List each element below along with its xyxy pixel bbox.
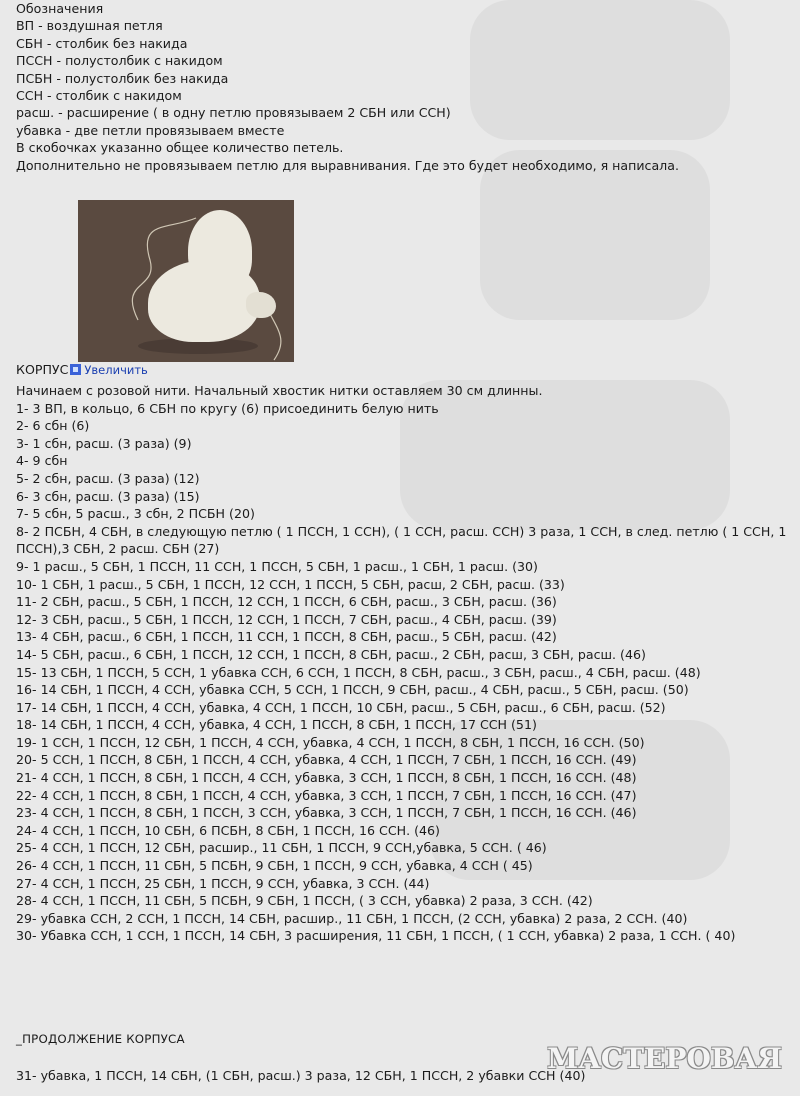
pattern-row: 20- 5 ССН, 1 ПССН, 8 СБН, 1 ПССН, 4 ССН, убавка, 4 ССН, 1 ПССН, 7 СБН, 1 ПССН, 16 ССН. (49) [16, 752, 637, 768]
pattern-row: 27- 4 ССН, 1 ПССН, 25 СБН, 1 ПССН, 9 ССН, убавка, 3 ССН. (44) [16, 875, 430, 891]
document-page [16, 0, 792, 174]
legend-line: ВП - воздушная петля [16, 18, 163, 34]
legend-line: ПССН - полустолбик с накидом [16, 53, 223, 69]
zoom-icon [70, 364, 81, 375]
legend-line: расш. - расширение ( в одну петлю провязываем 2 СБН или ССН) [16, 105, 451, 121]
legend-line: СБН - столбик без накида [16, 35, 188, 51]
pattern-row: 16- 14 СБН, 1 ПССН, 4 ССН, убавка ССН, 5 ССН, 1 ПССН, 9 СБН, расш., 4 СБН, расш., 5 СБН, расш. (50) [16, 682, 689, 698]
pattern-row: 1- 3 ВП, в кольцо, 6 СБН по кругу (6) присоединить белую нить [16, 400, 439, 416]
pattern-row: 11- 2 СБН, расш., 5 СБН, 1 ПССН, 12 ССН, 1 ПССН, 6 СБН, расш., 3 СБН, расш. (36) [16, 594, 557, 610]
toy-tail [246, 292, 276, 318]
figure-caption [16, 362, 148, 377]
legend-line: Дополнительно не провязываем петлю для выравнивания. Где это будет необходимо, я написала. [16, 157, 679, 173]
pattern-row: 26- 4 ССН, 1 ПССН, 11 СБН, 5 ПСБН, 9 СБН, 1 ПССН, 9 ССН, убавка, 4 ССН ( 45) [16, 858, 533, 874]
pattern-row: 25- 4 ССН, 1 ПССН, 12 СБН, расшир., 11 СБН, 1 ПССН, 9 ССН,убавка, 5 ССН. ( 46) [16, 840, 547, 856]
pattern-row: 17- 14 СБН, 1 ПССН, 4 ССН, убавка, 4 ССН, 1 ПССН, 10 СБН, расш., 5 СБН, расш., 6 СБН, расш. (52) [16, 699, 666, 715]
legend-title: Обозначения [16, 1, 104, 16]
pattern-intro: Начинаем с розовой нити. Начальный хвостик нитки оставляем 30 см длинны. [16, 383, 543, 398]
pattern-row: 3- 1 сбн, расш. (3 раза) (9) [16, 435, 192, 451]
pattern-row: 29- убавка ССН, 2 ССН, 1 ПССН, 14 СБН, расшир., 11 СБН, 1 ПССН, (2 ССН, убавка) 2 раза, 2 ССН. (40) [16, 910, 688, 926]
pattern-row: 28- 4 ССН, 1 ПССН, 11 СБН, 5 ПСБН, 9 СБН, 1 ПССН, ( 3 ССН, убавка) 2 раза, 3 ССН. (42) [16, 893, 593, 909]
pattern-row: 8- 2 ПСБН, 4 СБН, в следующую петлю ( 1 ПССН, 1 ССН), ( 1 ССН, расш. ССН) 3 раза, 1 ССН, в след. петлю ( 1 ССН, 1 ПССН),3 СБН, 2 расш. СБН (27) [16, 523, 787, 557]
zoom-link[interactable] [70, 363, 147, 377]
pattern-row: 9- 1 расш., 5 СБН, 1 ПССН, 11 ССН, 1 ПССН, 5 СБН, 1 расш., 1 СБН, 1 расш. (30) [16, 558, 538, 574]
pattern-row: 14- 5 СБН, расш., 6 СБН, 1 ПССН, 12 ССН, 1 ПССН, 8 СБН, расш., 2 СБН, расш, 3 СБН, расш. (46) [16, 646, 646, 662]
pattern-row: 6- 3 сбн, расш. (3 раза) (15) [16, 488, 200, 504]
pattern-row: 19- 1 ССН, 1 ПССН, 12 СБН, 1 ПССН, 4 ССН, убавка, 4 ССН, 1 ПССН, 8 СБН, 1 ПССН, 16 ССН. (50) [16, 734, 645, 750]
pattern-instructions [16, 382, 792, 945]
pattern-row: 22- 4 ССН, 1 ПССН, 8 СБН, 1 ПССН, 4 ССН, убавка, 3 ССН, 1 ПССН, 7 СБН, 1 ПССН, 16 ССН. (47) [16, 787, 637, 803]
legend-line: В скобочках указанно общее количество петель. [16, 140, 344, 156]
pattern-row: 18- 14 СБН, 1 ПССН, 4 ССН, убавка, 4 ССН, 1 ПССН, 8 СБН, 1 ПССН, 17 ССН (51) [16, 717, 537, 733]
legend [16, 0, 792, 174]
pattern-row: 13- 4 СБН, расш., 6 СБН, 1 ПССН, 11 ССН, 1 ПССН, 8 СБН, расш., 5 СБН, расш. (42) [16, 629, 557, 645]
pattern-row: 12- 3 СБН, расш., 5 СБН, 1 ПССН, 12 ССН, 1 ПССН, 7 СБН, расш., 4 СБН, расш. (39) [16, 611, 557, 627]
background-ghost [480, 150, 710, 320]
pattern-row: 10- 1 СБН, 1 расш., 5 СБН, 1 ПССН, 12 ССН, 1 ПССН, 5 СБН, расш, 2 СБН, расш. (33) [16, 576, 565, 592]
pattern-row: 5- 2 сбн, расш. (3 раза) (12) [16, 470, 200, 486]
pattern-row-last: 31- убавка, 1 ПССН, 14 СБН, (1 СБН, расш.) 3 раза, 12 СБН, 1 ПССН, 2 убавки ССН (40) [16, 1068, 586, 1083]
pattern-row: 2- 6 сбн (6) [16, 418, 90, 434]
pattern-row: 7- 5 сбн, 5 расш., 3 сбн, 2 ПСБН (20) [16, 506, 255, 522]
continuation-label: _ПРОДОЛЖЕНИЕ КОРПУСА [16, 1032, 185, 1046]
toy-photo[interactable] [78, 200, 294, 362]
pattern-row: 30- Убавка ССН, 1 ССН, 1 ПССН, 14 СБН, 3 расширения, 11 СБН, 1 ПССН, ( 1 ССН, убавка) 2 раза, 1 ССН. ( 40) [16, 928, 736, 944]
zoom-link-label: Увеличить [84, 362, 148, 377]
caption-label: КОРПУС [16, 362, 69, 377]
pattern-row: 23- 4 ССН, 1 ПССН, 8 СБН, 1 ПССН, 3 ССН, убавка, 3 ССН, 1 ПССН, 7 СБН, 1 ПССН, 16 ССН. (46) [16, 805, 637, 821]
legend-line: убавка - две петли провязываем вместе [16, 122, 285, 138]
legend-line: ПСБН - полустолбик без накида [16, 70, 229, 86]
toy-head [188, 210, 252, 292]
legend-line: ССН - столбик с накидом [16, 88, 182, 104]
watermark: МАСТЕРОВАЯ [547, 1042, 782, 1075]
pattern-row: 15- 13 СБН, 1 ПССН, 5 ССН, 1 убавка ССН, 6 ССН, 1 ПССН, 8 СБН, расш., 3 СБН, расш., 4 СБН, расш. (48) [16, 664, 701, 680]
pattern-row: 4- 9 сбн [16, 453, 68, 469]
pattern-row: 24- 4 ССН, 1 ПССН, 10 СБН, 6 ПСБН, 8 СБН, 1 ПССН, 16 ССН. (46) [16, 822, 440, 838]
pattern-row: 21- 4 ССН, 1 ПССН, 8 СБН, 1 ПССН, 4 ССН, убавка, 3 ССН, 1 ПССН, 8 СБН, 1 ПССН, 16 ССН. (48) [16, 770, 637, 786]
